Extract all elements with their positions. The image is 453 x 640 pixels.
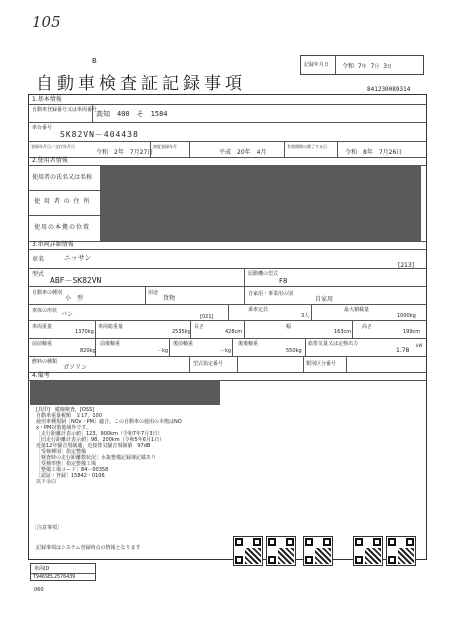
front-rear-axle-value: －kg — [157, 348, 169, 354]
remarks-line: ［受検種別］指定整備 — [36, 449, 87, 455]
remarks-line: ［旧走行距離計表示値］98，200km（令和5年6月1日） — [36, 437, 165, 443]
capacity-label: 乗車定員 — [248, 307, 269, 313]
form-letter: B — [92, 57, 97, 65]
model-value: ABF－SK82VN — [50, 276, 102, 285]
maker-value: ニッサン — [64, 254, 92, 262]
section-basic: 1.基本情報 — [32, 96, 62, 103]
notes-heading: ［注意事項］ — [32, 525, 63, 531]
type-approval-label: 型式指定番号 — [193, 361, 224, 367]
section-user: 2.使用者情報 — [32, 157, 68, 164]
vehicle-id-value: T946SEL2576439 — [33, 574, 76, 580]
max-load-value: 1000kg — [397, 313, 416, 319]
redacted-user-info — [100, 165, 421, 242]
width-value: 163cm — [334, 329, 352, 335]
maker-code: [213] — [398, 262, 415, 269]
remarks-line: ［整備工場コード］84－00358 — [36, 467, 109, 473]
user-address-label: 使 用 者 の 住 所 — [34, 198, 91, 205]
use-label: 用途 — [148, 290, 159, 296]
weight-label: 車両重量 — [32, 324, 53, 330]
gross-weight-value: 2535kg — [172, 329, 191, 335]
serial-number: 841230089314 — [367, 86, 411, 93]
redacted-remarks-header — [30, 381, 220, 405]
vehicle-id-label: 車両ID — [34, 566, 50, 572]
reg-number-label: 自動車登録番号又は車両番号 — [32, 107, 98, 113]
qr-code-icon — [266, 536, 296, 566]
issue-date-label: 登録年月日／交付年月日 — [31, 144, 75, 149]
width-label: 幅 — [286, 324, 292, 330]
remarks-line: ［受検形態］指定整備工場 — [36, 461, 97, 467]
model-label: 型式 — [32, 271, 45, 278]
engine-value: F8 — [279, 277, 288, 285]
reg-number: 高知 400 そ 1584 — [96, 110, 168, 118]
remarks-list — [36, 407, 306, 485]
kind-label: 自動車の種別 — [32, 290, 63, 296]
remarks-line: 以下余白 — [36, 479, 57, 485]
remarks-line: 近接12年騒音規制適，近接排気騒音規制値 97dB — [36, 443, 151, 449]
section-vehicle: 3.車両詳細情報 — [32, 241, 74, 248]
rear-front-axle-value: －kg — [220, 348, 232, 354]
remarks-line: x・PM対策地域外です。 — [36, 425, 91, 431]
first-reg-date: 平成 20年 4月 — [219, 149, 267, 156]
user-name-label: 使用者の氏名又は名称 — [32, 174, 93, 181]
maker-label: 車名 — [32, 256, 45, 263]
length-label: 長さ — [194, 324, 205, 330]
fuel-label: 燃料の種類 — [32, 359, 58, 365]
rear-front-axle-label: 後前軸重 — [173, 341, 194, 347]
remarks-line: [具印] 縦線検査，[OSS] — [36, 407, 95, 413]
displacement-unit: kW — [416, 343, 423, 348]
qr-code-icon — [353, 536, 383, 566]
remarks-line: ［検査時の走行距離数状況］水抜整備記録簿記載あり — [36, 455, 157, 461]
qr-code-icon — [303, 536, 333, 566]
expiry-date: 令和 8年 7月26日 — [345, 149, 403, 156]
vehicle-id-box — [30, 563, 96, 581]
qr-code-icon — [233, 536, 263, 566]
fuel-value: ガソリン — [63, 364, 88, 371]
record-date-box — [300, 55, 424, 75]
shape-code: [021] — [200, 314, 214, 320]
front-rear-axle-label: 前後軸重 — [100, 341, 121, 347]
base-location-label: 使用の本拠の位置 — [34, 224, 91, 231]
length-value: 428cm — [225, 329, 243, 335]
rear-axle-label: 後後軸重 — [238, 341, 259, 347]
expiry-label: 有効期間の満了する日 — [287, 144, 327, 149]
displacement-label: 総排気量又は定格出力 — [308, 341, 359, 347]
section-remarks: 4.備考 — [32, 372, 50, 379]
shape-value: バン — [61, 311, 74, 318]
remarks-line: 自動車重量税額 ￥17，100 — [36, 413, 102, 419]
max-load-label: 最大積載量 — [344, 307, 370, 313]
height-value: 199cm — [403, 329, 421, 335]
remarks-line: 使用車種規制［NOx・PM］適合。この自動車の使用の本拠はNO — [36, 419, 182, 425]
page-number: 060 — [34, 587, 44, 593]
remarks-line: ［走行距離計表示値］123，900km（令和7年7月3日） — [36, 431, 163, 437]
qr-code-icon — [386, 536, 416, 566]
kind-value: 小 型 — [65, 295, 84, 302]
front-axle-label: 前前軸重 — [32, 341, 53, 347]
remarks-line: ［認証・登録］15842・0106 — [36, 473, 105, 479]
engine-label: 原動機の型式 — [248, 271, 279, 277]
displacement-value: 1.78 — [396, 347, 410, 354]
first-reg-label: 初度登録年月 — [153, 144, 177, 149]
chassis-label: 車台番号 — [32, 125, 53, 131]
handwritten-note: 105 — [32, 13, 61, 31]
gross-weight-label: 車両総重量 — [98, 324, 124, 330]
shape-label: 車体の形状 — [32, 308, 58, 314]
category-label: 類別区分番号 — [306, 361, 337, 367]
rear-axle-value: 550kg — [286, 348, 302, 354]
page-title: 自動車検査証記録事項 — [36, 74, 246, 94]
front-axle-value: 820kg — [80, 348, 96, 354]
height-label: 高さ — [362, 324, 373, 330]
owner-type-label: 自家用・事業用の別 — [248, 291, 294, 297]
notes-line: 記録事項はシステム登録時点の情報となります — [36, 545, 141, 551]
owner-type-value: 自家用 — [315, 296, 334, 303]
use-value: 貨物 — [163, 295, 176, 302]
record-date: 令和 7年 7月 3日 — [342, 63, 393, 70]
chassis-number: SK82VN－404438 — [60, 130, 139, 139]
capacity-value: 3人 — [301, 313, 310, 319]
issue-date: 令和 2年 7月27日 — [96, 149, 154, 156]
weight-value: 1370kg — [75, 329, 94, 335]
record-date-label: 記録年月日 — [304, 62, 330, 68]
